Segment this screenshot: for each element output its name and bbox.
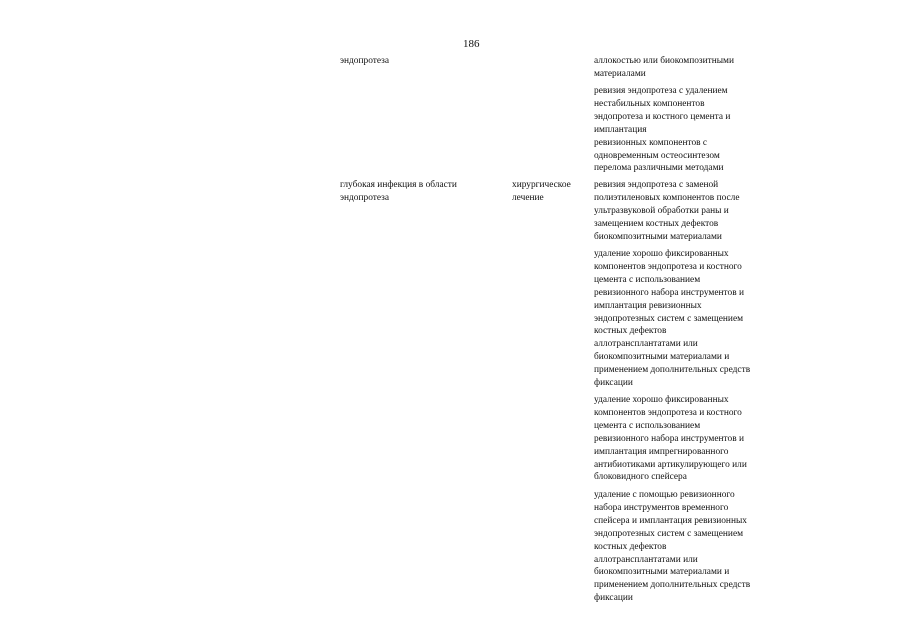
text-line: эндопротеза (340, 56, 390, 66)
text-line: ревизионных компонентов с (594, 137, 708, 148)
text-line: нестабильных компонентов (594, 98, 705, 109)
method-cell (594, 248, 750, 390)
text-line: эндопротезных систем с замещением (594, 313, 744, 324)
method-cell (594, 85, 730, 175)
text-line: глубокая инфекция в области (340, 180, 457, 190)
method-cell (594, 489, 750, 605)
text-line: блоковидного спейсера (594, 472, 687, 483)
text-line: применением дополнительных средств (594, 365, 751, 376)
text-line: компонентов эндопротеза и костного (594, 261, 742, 272)
text-line: цемента с использованием (594, 274, 701, 285)
text-line: имплантация ревизионных (594, 300, 702, 311)
text-line: ультразвуковой обработки раны и (594, 205, 729, 216)
text-line: фиксации (594, 593, 633, 604)
text-line: применением дополнительных средств (594, 580, 751, 591)
text-line: удаление хорошо фиксированных (594, 395, 729, 405)
text-line: замещением костных дефектов (594, 218, 719, 229)
treatment-cell (512, 179, 571, 205)
text-line: биокомпозитными материалами и (594, 567, 730, 578)
method-cell (594, 55, 734, 81)
text-line: удаление с помощью ревизионного (594, 490, 735, 500)
text-line: спейсера и имплантация ревизионных (594, 515, 747, 526)
text-line: ревизия эндопротеза с удалением (594, 86, 728, 96)
text-line: лечение (512, 192, 544, 203)
text-line: цемента с использованием (594, 420, 701, 431)
text-line: костных дефектов (594, 541, 667, 552)
text-line: имплантация импрегнированного (594, 446, 729, 457)
method-cell (594, 394, 747, 484)
text-line: набора инструментов временного (594, 502, 729, 513)
text-line: удаление хорошо фиксированных (594, 249, 729, 259)
text-line: ревизия эндопротеза с заменой (594, 180, 719, 190)
text-line: имплантация (594, 124, 647, 135)
text-line: костных дефектов (594, 326, 667, 337)
text-line: хирургическое (512, 180, 571, 190)
text-line: материалами (594, 68, 646, 79)
text-line: эндопротеза (340, 192, 390, 203)
text-line: перелома различными методами (594, 163, 724, 174)
text-line: эндопротеза и костного цемента и (594, 111, 731, 122)
text-line: полиэтиленовых компонентов после (594, 192, 740, 203)
text-line: аллотрансплантатами или (594, 554, 698, 565)
text-line: одновременным остеосинтезом (594, 150, 720, 161)
method-cell (594, 179, 740, 244)
text-line: биокомпозитными материалами (594, 231, 722, 242)
text-line: аллокостью или биокомпозитными (594, 56, 735, 66)
text-line: биокомпозитными материалами и (594, 352, 730, 363)
diagnosis-cell (340, 179, 457, 205)
text-line: компонентов эндопротеза и костного (594, 407, 742, 418)
text-line: ревизионного набора инструментов и (594, 287, 744, 298)
text-line: ревизионного набора инструментов и (594, 433, 744, 444)
text-line: аллотрансплантатами или (594, 339, 698, 350)
diagnosis-cell (340, 55, 389, 68)
text-line: фиксации (594, 378, 633, 389)
text-line: эндопротезных систем с замещением (594, 528, 744, 539)
text-line: антибиотиками артикулирующего или (594, 459, 747, 470)
page-number: 186 (463, 38, 480, 50)
